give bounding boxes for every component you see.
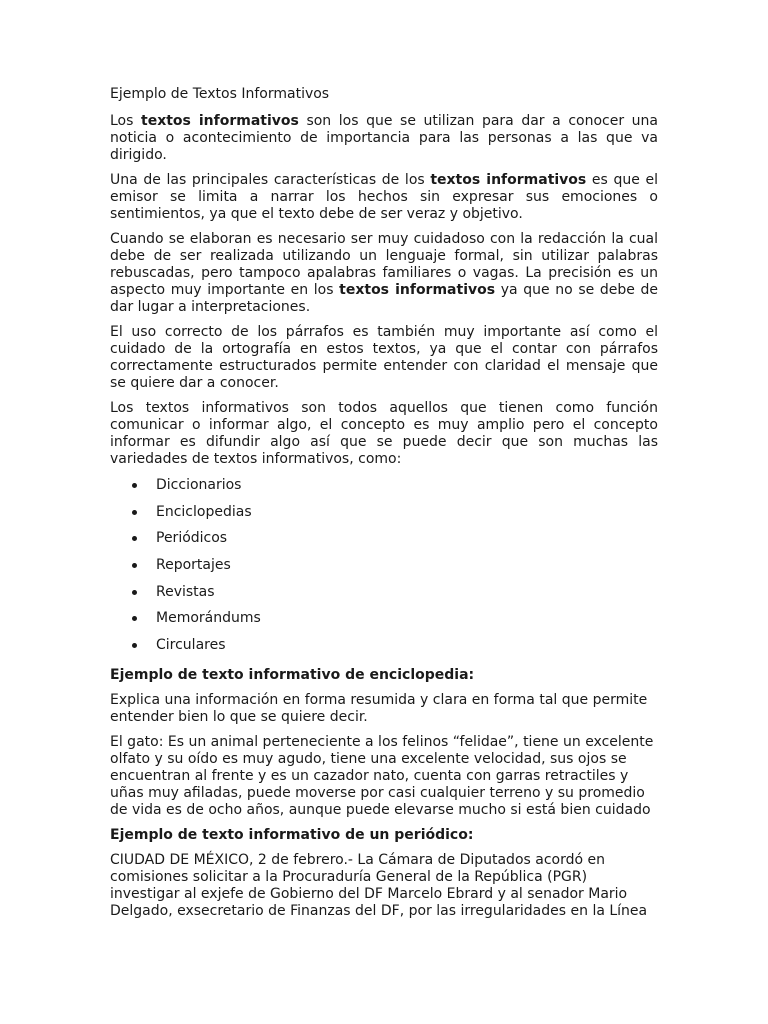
list-item: [110, 504, 658, 531]
paragraph-redaction-end: ya que no se debe de dar lugar a interpretaciones.: [110, 282, 659, 315]
paragraph-intro-end: son los que se utilizan para dar a conocer una noticia o acontecimiento de importancia para las personas a las que va dirigido.: [110, 113, 658, 163]
bold-term: textos informativos: [430, 172, 587, 188]
bold-term: textos informativos: [141, 113, 299, 129]
list-item-label: Reportajes: [156, 557, 231, 574]
paragraph-characteristics-start: Una de las principales características de los: [110, 172, 431, 188]
paragraph-characteristics-end: es que el emisor se limita a narrar los hechos sin expresar sus emociones o sentimientos, ya que el texto debe de ser veraz y objetivo.: [110, 172, 659, 222]
paragraph-redaction-start: Cuando se elaboran es necesario ser muy cuidadoso con la redacción la cual debe de ser realizada utilizando un lenguaje formal, sin utilizar palabras rebuscadas, pero tampoco apalabras familiares o vagas. La precisión es un aspecto muy importante en los: [110, 231, 658, 298]
list-item-label: Periódicos: [156, 530, 228, 547]
paragraph-redaction: [110, 231, 658, 316]
paragraph-intro-start: Los: [110, 113, 141, 129]
bullet-icon: [132, 510, 137, 515]
paragraph-cat-example: El gato: Es un animal perteneciente a los felinos “felidae”, tiene un excelente olfato y su oído es muy agudo, tiene una excelente velocidad, sus ojos se encuentran al frente y es un cazador nato, cuenta con garras retractiles y uñas muy afiladas, puede moverse por casi cualquier terreno y su promedio de vida es de ocho años, aunque puede elevarse mucho si está bien cuidado: [110, 733, 654, 818]
list-item-label: Circulares: [156, 637, 226, 654]
bullet-icon: [132, 590, 137, 595]
text-types-list: [110, 477, 658, 664]
list-item: [110, 610, 658, 637]
document-body: [110, 86, 658, 928]
paragraph-paragraphs: El uso correcto de los párrafos es también muy importante así como el cuidado de la ortografía en estos textos, ya que el contar con párrafos correctamente estructurados permite entender con claridad el mensaje que se quiere dar a conocer.: [110, 324, 658, 391]
heading-newspaper-example: Ejemplo de texto informativo de un periódico:: [110, 826, 474, 843]
bullet-icon: [132, 563, 137, 568]
paragraph-encyclopedia-explanation: Explica una información en forma resumida y clara en forma tal que permite entender bien lo que se quiere decir.: [110, 691, 648, 725]
list-item: [110, 637, 658, 664]
bold-term: textos informativos: [339, 282, 496, 298]
paragraph-definition: Los textos informativos son todos aquellos que tienen como función comunicar o informar algo, el concepto es muy amplio pero el concepto informar es difundir algo así que se puede decir que son muchas las variedades de textos informativos, como:: [110, 400, 658, 467]
list-item-label: Revistas: [156, 583, 215, 600]
document-title: Ejemplo de Textos Informativos: [110, 86, 330, 102]
list-item: [110, 584, 658, 611]
list-item-label: Diccionarios: [156, 477, 242, 493]
paragraph-newspaper-example: CIUDAD DE MÉXICO, 2 de febrero.- La Cámara de Diputados acordó en comisiones solicitar a la Procuraduría General de la República (PGR) investigar al exjefe de Gobierno del DF Marcelo Ebrard y al senador Mario Delgado, exsecretario de Finanzas del DF, por las irregularidades en la Línea: [110, 851, 648, 919]
paragraph-intro: [110, 113, 658, 164]
paragraph-characteristics: [110, 172, 658, 223]
bullet-icon: [132, 483, 137, 488]
bullet-icon: [132, 643, 137, 648]
list-item: [110, 477, 658, 504]
list-item: [110, 557, 658, 584]
heading-encyclopedia-example: Ejemplo de texto informativo de enciclopedia:: [110, 666, 475, 683]
list-item: [110, 530, 658, 557]
bullet-icon: [132, 536, 137, 541]
list-item-label: Enciclopedias: [156, 503, 252, 520]
list-item-label: Memorándums: [156, 610, 261, 627]
bullet-icon: [132, 616, 137, 621]
